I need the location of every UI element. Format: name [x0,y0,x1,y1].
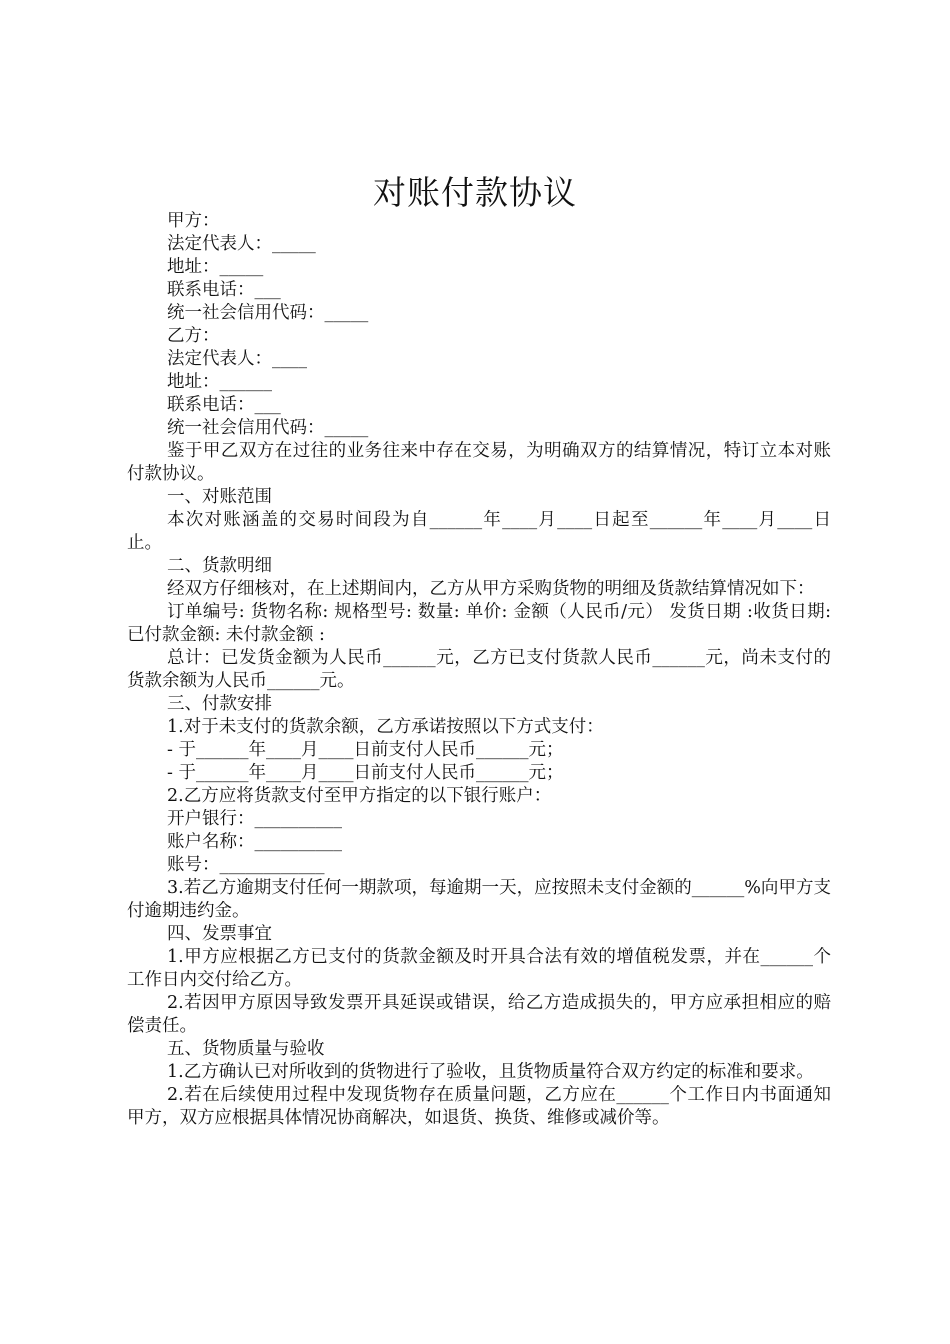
detail-fields-line: 订单编号: 货物名称: 规格型号: 数量: 单价: 金额（人民币/元） 发货日期 :收货日期: 已付款金额: 未付款金额 : [127,602,831,645]
bank-name-line: 开户银行：__________ [167,809,342,829]
clause-paragraph: 3.若乙方逾期支付任何一期款项，每逾期一天，应按照未支付金额的______%向甲方支付逾期违约金。 [127,878,831,921]
clause-paragraph: 1.甲方应根据乙方已支付的货款金额及时开具合法有效的增值税发票，并在______个工作日内交付给乙方。 [127,947,831,990]
section-heading: 五、货物质量与验收 [167,1039,325,1059]
section-heading: 二、货款明细 [167,556,272,576]
party-a-credit-code: 统一社会信用代码：_____ [167,303,369,323]
clause-paragraph: 1.乙方确认已对所收到的货物进行了验收，且货物质量符合双方约定的标准和要求。 [167,1062,814,1082]
account-number-line: 账号：____________ [167,855,325,875]
clause-paragraph: 总计：已发货金额为人民币______元，乙方已支付货款人民币______元，尚未支付的货款余额为人民币______元。 [127,648,831,691]
party-b-legal-rep: 法定代表人：____ [167,349,307,369]
party-b-phone: 联系电话：___ [167,395,281,415]
installment-line: - 于______年____月____日前支付人民币______元； [167,763,564,783]
clause-paragraph: 2.若因甲方原因导致发票开具延误或错误，给乙方造成损失的，甲方应承担相应的赔偿责任。 [127,993,831,1036]
clause-paragraph: 本次对账涵盖的交易时间段为自______年____月____日起至______年____月____日止。 [127,510,831,553]
party-a-phone: 联系电话：___ [167,280,281,300]
preamble-paragraph: 鉴于甲乙双方在过往的业务往来中存在交易，为明确双方的结算情况，特订立本对账付款协议。 [127,441,831,484]
section-heading: 三、付款安排 [167,694,272,714]
section-heading: 一、对账范围 [167,487,272,507]
clause-paragraph: 经双方仔细核对，在上述期间内，乙方从甲方采购货物的明细及货款结算情况如下： [167,579,815,599]
section-heading: 四、发票事宜 [167,924,272,944]
party-b-credit-code: 统一社会信用代码：_____ [167,418,369,438]
party-a-legal-rep: 法定代表人：_____ [167,234,316,254]
clause-paragraph: 2.若在后续使用过程中发现货物存在质量问题，乙方应在______个工作日内书面通知甲方，双方应根据具体情况协商解决，如退货、换货、维修或减价等。 [127,1085,831,1128]
account-name-line: 账户名称：__________ [167,832,342,852]
installment-line: - 于______年____月____日前支付人民币______元； [167,740,564,760]
document-body [127,210,831,1130]
party-b-label: 乙方： [167,326,220,346]
clause-paragraph: 1.对于未支付的货款余额，乙方承诺按照以下方式支付： [167,717,604,737]
party-b-address: 地址：______ [167,372,272,392]
party-a-label: 甲方： [167,211,220,231]
document-title: 对账付款协议 [373,173,577,212]
party-a-address: 地址：_____ [167,257,264,277]
clause-paragraph: 2.乙方应将货款支付至甲方指定的以下银行账户： [167,786,552,806]
